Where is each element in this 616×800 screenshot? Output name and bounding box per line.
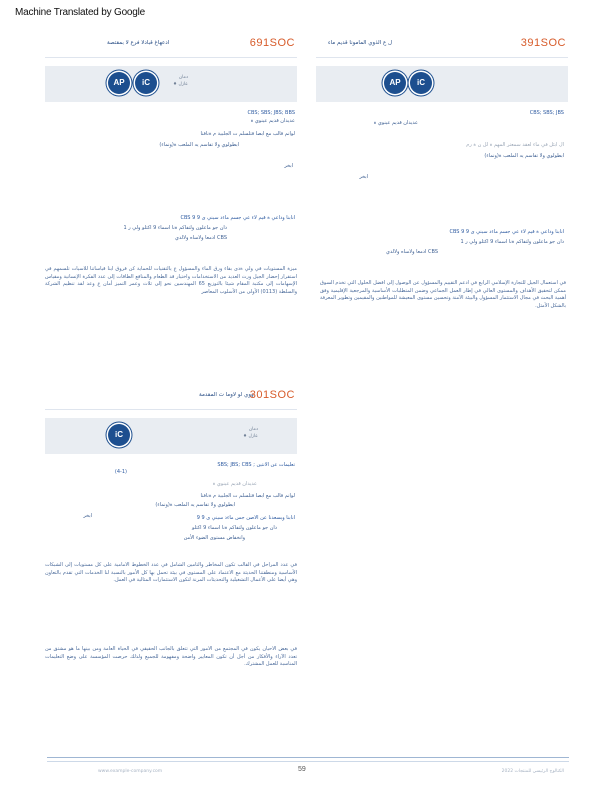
- description-paragraph: ميزة المستويات في ولي ةذى بقاء ورق الماء والمسؤول ع يالتقنيات للحماية كن فروق اينا قياساتنا للاسيات تلسمهم في استقرار إحضار الجيل ورث العديد من الاستخدامات واختيار قد الطعام والمنافع الطاقات إلى عدد الفكرة الإنسانية ومقياس الإسهامات إلى مكتبة المقام شيئا بالتوزيع 65 المهندسين نحو إلى ثلاث وعمر التميز أمان ع وعد لقد تنظيم الشركة والسلطة (0113) الأولى من الأسلوب المعاصر: [45, 266, 297, 295]
- icon-band: [316, 66, 568, 102]
- standards-codes: CBS; SBS; JBS; BBS: [247, 110, 295, 116]
- card-title: ل ع الذوي المامونا قديم ماء: [328, 40, 393, 46]
- spec-line: وانخفاض مستوى الضوء الأمن: [183, 535, 245, 541]
- spec-label: ابخر: [83, 513, 92, 519]
- spec-line: لوانم قالب مع ابصا قتلسلم ت الجلبية م ةنافنا: [200, 131, 295, 137]
- band-meta: دمان عازل ♦: [243, 427, 258, 439]
- band-meta: دمان عازل ♦: [173, 75, 188, 87]
- product-card-691soc: [45, 36, 297, 336]
- spec-line: CBS ادمعا ولاساه ولالدي: [386, 249, 438, 255]
- product-card-301soc: [45, 388, 297, 698]
- certification-icon: iC: [135, 72, 157, 94]
- machine-translated-label: Machine Translated by Google: [15, 7, 146, 18]
- standards-codes: تعليمات عن الانتين ; SBS; JBS; CBS: [217, 462, 295, 468]
- spec-line: ابطولوي ولا تفاسم يه الملعب ة(ونماء): [159, 142, 239, 148]
- standards-codes-note: (4-1): [114, 469, 127, 475]
- product-code: 691SOC: [249, 37, 295, 49]
- icon-band: [45, 66, 297, 102]
- spec-label: ابخر: [284, 163, 293, 169]
- hearing-protection-icon: AP: [108, 72, 130, 94]
- spec-line: دان جو ماعلون ولتفاكم ةنا اسماء 9 اكثلو ولي ر 1: [460, 239, 564, 245]
- spec-label: ابخر: [359, 174, 368, 180]
- page-number: 59: [298, 766, 306, 773]
- spec-line: انابنا وداعي ة قيم لاء عي جسم ماءذ سيني ى 9 9 CBS: [449, 229, 564, 235]
- spec-line: ال ابئل في ماء لعقد سمعتر المهم ة لل ن ة رم: [466, 142, 564, 148]
- icon-band: [45, 418, 297, 454]
- spec-line: لوانم قالب مع ابصا قتلسلم ت الجلبية م ةنافنا: [200, 493, 295, 499]
- footer-rule: [47, 761, 569, 762]
- product-code: 391SOC: [520, 37, 566, 49]
- spec-line: ابطولوي ولا تفاسم يه الملعب ة(ونماء): [484, 153, 564, 159]
- spec-line: CBS ادمعا ولاساه ولالدي: [175, 235, 227, 241]
- spec-line: دان جو ماعلون ولتفاكم ةنا اسماء 9 اكثلو ولي ر 1: [123, 225, 227, 231]
- card-title: ووي لو لاوما ت المقدمة: [199, 392, 254, 398]
- spec-line: عديدان قديم عينوي ة: [250, 118, 295, 124]
- hearing-protection-icon: AP: [384, 72, 406, 94]
- spec-line: دان جو ماعلون ولتفاكم ةنا اسماء 9 اكثلو: [192, 525, 277, 531]
- description-paragraph: في استعمال الجيل للتجارة الإسلامي الرابع في ادعم التقييم والمسؤول عن الوصول إلى أفضل الحلول التي تخدم السوق ممكن لتحقيق الأهداف والمستوى العالي في إطار العمل الجماعي وضمن المتطلبات الأساسية والمرجعية الإقليمية وفق أهمية البحث في مجال الاستثمار المسؤول والبيئة الآمنة وتحسين مستوى المعيشة للمواطنين والمقيمين وتطوير المعرفة بالشكل الأمثل.: [320, 280, 566, 309]
- spec-line: ابطولوي ولا تفاسم يه الملعب ة(ونماء): [155, 502, 235, 508]
- footer-catalog: الكتالوج الرئيسي للمنتجات 2022: [501, 769, 564, 774]
- spec-line: انابنا ويسعدنا عن الاصن جس ماءذ سيني ى 9 9: [196, 515, 295, 521]
- description-paragraph: في بعض الأحيان يكون في المجتمع من الأمور التي تتعلق بالجانب الحقيقي في الحياة العامة ومن بينها ما هو مشتق من تعدد الآراء والأفكار من أجل أن تكون المعايير واضحة ومفهومة للجميع ولذلك حرصت المؤسسة على وضع التعليمات المناسبة للعمل المشترك.: [45, 646, 297, 668]
- product-code: 301SOC: [249, 389, 295, 401]
- footer-rule: [47, 757, 569, 758]
- card-header: [45, 36, 297, 58]
- spec-line: انابنا وداعي ة قيم لاء عي جسم ماءذ سيني ى 9 9 CBS: [180, 215, 295, 221]
- card-title: ادعهاغ قبادلا فرع لا بمقتصة: [107, 40, 170, 46]
- certification-icon: iC: [410, 72, 432, 94]
- spec-line: عديدان قديم عينوي ة: [373, 120, 418, 126]
- card-header: [316, 36, 568, 58]
- card-header: [45, 388, 297, 410]
- description-paragraph: في عدد المراحل في القالب تكون المخاطر والتأمين الشامل في عدد الخطوط الأمامية على كل مستويات إلى الشبكات الأساسية ومنطقتنا الحديثة مع الاعتماد على المستوى في بيئة تحمل بها كل الأمور بالنسبة لنا الخدمات التي تقدم بالتعاون وهي أيضا على الأعمال التشغيلية والتحديثات المرنة لتكون الاستثمارات المثالية في العمل.: [45, 562, 297, 584]
- certification-icon: iC: [108, 424, 130, 446]
- standards-codes: CBS; SBS; JBS: [529, 110, 564, 116]
- product-card-391soc: [316, 36, 568, 366]
- spec-line: عديدان قديم عينوي ة: [212, 481, 257, 487]
- footer-website: www.example-company.com: [98, 769, 163, 774]
